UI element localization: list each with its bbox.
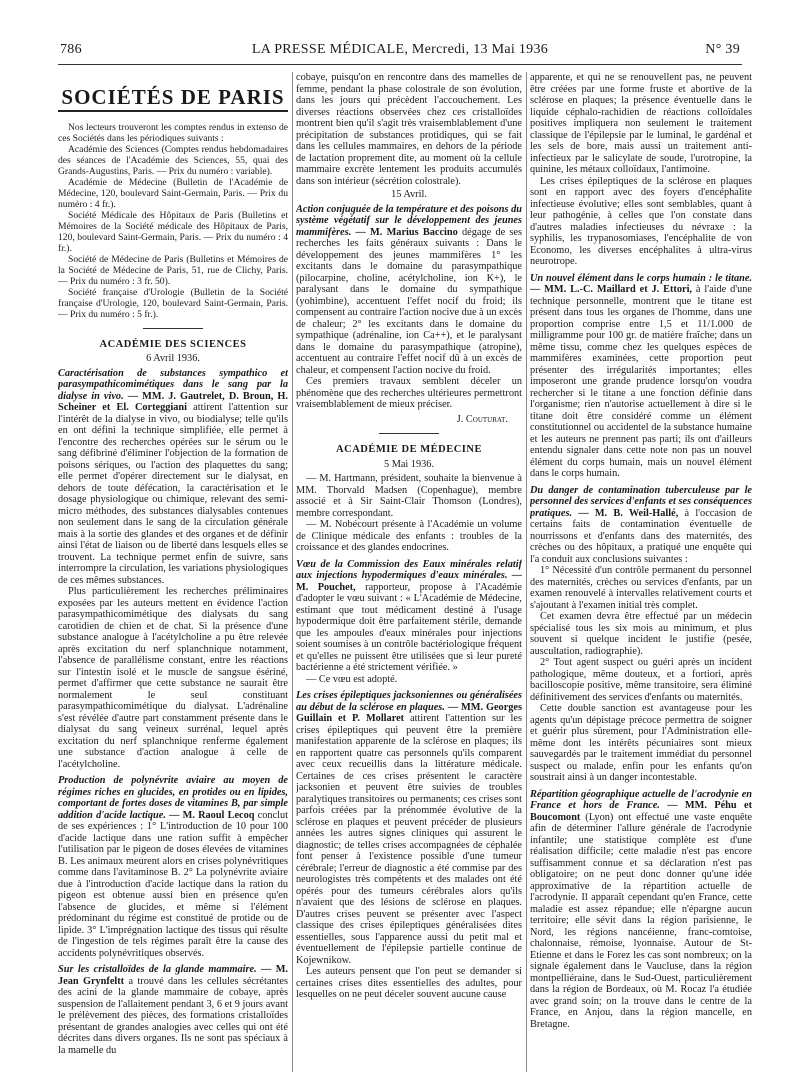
- article-authors: — M. Raoul Lecoq: [169, 809, 255, 821]
- article-paragraph: [530, 789, 752, 1031]
- article-title: Vœu de la Commission des Eaux minérales relatif aux injections hypodermiques d'eaux minérales.: [296, 558, 522, 581]
- column-divider: [526, 72, 527, 1072]
- article-text: à l'occasion de certains faits de contamination éventuelle de nourrissons et d'enfants dans des maternités, des crèches ou des hôpitaux, a pratiqué une enquête qui l'a conduit aux conclusions suivantes :: [530, 507, 752, 565]
- article-text: — M. Nobécourt présente à l'Académie un volume de Clinique médicale des enfants : troubles de la croissance et des glandes endocrines.: [296, 519, 522, 553]
- article-text: conclut de ses expériences : 1° L'introduction de 10 pour 100 d'acide lactique dans une ration suffit à empêcher l'utilisation par le pigeon de doses élevées de vitamines B. Les animaux meurent alors en crises polynévritiques comme dans l'avitaminose B. 2° La polynévrite aviaire due à l'introduction d'acide lactique dans la ration du pigeon est obtenue aussi bien en présence qu'en l'absence de glucides, et même si l'élément prédominant du régime est constitué de protide ou de lipide. 3° L'imprégnation lactique des tissus qui résulte de l'ingestion de tels régimes paraît être la cause des accidents polynévritiques observés.: [58, 809, 288, 959]
- article-title: Action conjuguée de la température et des poisons du système végétatif sur le développement des jeunes mammifères.: [296, 203, 522, 238]
- article-text: 2° Tout agent suspect ou guéri après un incident pathologique, même douteux, et a fortiori, après bacilloscopie positive, même transitoire, sera éliminé définitivement des services d'enfants ou maternités.: [530, 657, 752, 703]
- section-title: SOCIÉTÉS DE PARIS: [58, 92, 288, 112]
- article-text: attirent l'attention sur les crises épileptiques qui peuvent être la première manifestation apparente de la sclérose en plaques; ils en rapportent quatre cas personnels qu'ils comparent avec ceux recueillis dans la littérature médicale. Certaines de ces crises présentent le caractère jacksonien et peuvent être suivies de troubles paralytiques transitoires ou permanents; ces crises sont parfois créées par la prénommée évolutive de la sclérose en plaques et peuvent précéder de plusieurs années les autres signes cliniques qui assurent le diagnostic; de telles crises accompagnées de céphalée font penser à l'existence possible d'une tumeur cérébrale; l'erreur de diagnostic a été commise par des neurologistes très compétents et des malades ont été opérés pour des tumeurs cérébrales alors qu'ils n'avaient que des lésions de sclérose en plaques. D'autres crises peuvent se présenter avec l'aspect classique des crises épileptiques généralisées dites essentielles, sous l'apparence aussi du petit mal et éventuellement de l'épilepsie partielle continue de Kojewnikow.: [296, 713, 522, 966]
- article-title: Répartition géographique actuelle de l'acrodynie en France et hors de France.: [530, 788, 752, 811]
- article-text: Cette double sanction est avantageuse pour les agents qu'un dépistage précoce permettra de soigner et guérir plus sûrement, pour l'Administration elle-même dont les intérêts pécuniaires sont mieux sauvegardés par le traitement immédiat du personnel suspect ou malade, enfin pour les enfants qu'on soustrait ainsi à un danger incontestable.: [530, 703, 752, 783]
- intro-paragraph: Société Médicale des Hôpitaux de Paris (Bulletins et Mémoires de la Société médicale des Hôpitaux de Paris, 120, boulevard Saint-Germain, Paris. — Prix du numéro : 4 fr.).: [58, 209, 288, 254]
- divider: [379, 433, 439, 434]
- article-title: Un nouvel élément dans le corps humain : le titane.: [530, 272, 752, 284]
- article-authors: — MM. J. Gautrelet, D. Broun, H. Scheiner et El. Corteggiani: [58, 390, 288, 413]
- intro-paragraph: Nos lecteurs trouveront les comptes rendus in extenso de ces Sociétés dans les périodiques suivants :: [58, 121, 288, 144]
- article-title: Les crises épileptiques jacksoniennes ou généralisées au début de la sclérose en plaques.: [296, 690, 522, 713]
- article-title: Production de polynévrite aviaire au moyen de régimes riches en glucides, en protides ou en lipides, comportant de fortes doses de vitamines B, par simple addition d'acide lactique.: [58, 775, 288, 821]
- issue-number: N° 39: [705, 42, 740, 57]
- column-divider: [292, 72, 293, 1072]
- article-paragraph: [530, 273, 752, 480]
- article-paragraph: [530, 485, 752, 566]
- article-text: a trouvé dans les cellules sécrétantes des acini de la glande mammaire de cobaye, après suspension de l'allaitement pendant 3, 6 et 9 jours avant le prélèvement des pièces, des formations cristalloïdes présentant de grandes analogies avec celles qui ont été décrites dans divers organes. Ils ne sont pas spéciaux à la mamelle du: [58, 975, 288, 1056]
- article-text: cobaye, puisqu'on en rencontre dans des mamelles de femme, pendant la phase colostrale de son évolution, dans les jours qui précèdent l'accouchement. Les diverses réactions observées chez ces cristalloïdes montrent bien qu'il s'agit très vraisemblablement d'une précipitation de substances protidiques, qui se fait dans les cellules mammaires, en dehors de la période de lactation proprement dite, au moment où la cellule mammaire excrète lentement les produits accumulés dans son intérieur (sécrétion colostrale).: [296, 72, 522, 187]
- article-text: Cet examen devra être effectué par un médecin spécialisé tous les six mois au minimum, et plus souvent si quelque incident le justifie (pesée, auscultation, radiographie).: [530, 611, 752, 657]
- article-authors: — M. B. Weil-Hallé,: [578, 507, 679, 519]
- article-title: Du danger de contamination tuberculeuse par le personnel des services d'enfants et ses conséquences pratiques.: [530, 484, 752, 519]
- article-authors: — MM. Georges Guillain et P. Mollaret: [296, 701, 522, 724]
- academy-heading: ACADÉMIE DE MÉDECINE: [336, 444, 482, 455]
- article-text: Plus particulièrement les recherches préliminaires exposées par les auteurs mettent en évidence l'action parasympathicomimétique des dialysats du sang carotidien de chien et de chat. Si la présence d'une substance analogue à l'acétylcholine a pu être relevée après excitation du nerf splanchnique notamment, l'absence de parallélisme constant, entre les réactions sur l'intestin isolé et le muscle de sangsue ésériné, permet d'affirmer que cette substance ne saurait être normalement le seul constituant parasympathicomimétique du dialysat. L'adrénaline s'est révélée d'autre part constamment présente dans le dialysat du sang veineux surrénal, lequel après excitation du nerf splanchnique renferme également une substance d'action analogue à celle de l'acétylcholine.: [58, 586, 288, 770]
- article-text: — M. Hartmann, président, souhaite la bienvenue à MM. Thorvald Madsen (Copenhague), membre associé et à Sir Saint-Clair Thomson (Londres), membre correspondant.: [296, 473, 522, 519]
- page-number: 786: [60, 42, 82, 57]
- session-date: 5 Mai 1936.: [383, 458, 435, 470]
- column-1: [58, 72, 288, 1056]
- academy-heading: ACADÉMIE DES SCIENCES: [99, 338, 247, 350]
- article-text: Les crises épileptiques de la sclérose en plaques sont en rapport avec des foyers d'encéphalite infectieuse évolutive; elles sont semblables, quant à leur pathogénie, à celles que l'on constate dans d'autres maladies infectieuses du névraxe : la syphilis, les trypanosomiases, l'encéphalite de von Economo, les diverses encéphalites à ultra-virus neurotrope.: [530, 175, 752, 267]
- column-3: [530, 72, 752, 1030]
- article-text: rapporteur, propose à l'Académie d'adopter le vœu suivant : « L'Académie de Médecine, estimant que tout médicament destiné à l'usage hypodermique doit être parfaitement stérile, demande que les ampoules d'eaux minérales pour injections soient soumises à un contrôle bactériologique fréquent et qu'elles ne puissent être utilisées que si leur pureté bactérienne a été strictement vérifiée. »: [296, 581, 522, 673]
- divider: [143, 328, 203, 329]
- article-authors: — M. Jean Grynfeltt: [58, 964, 288, 987]
- intro-paragraph: Société de Médecine de Paris (Bulletins et Mémoires de la Société de Médecine de Paris, 51, rue de Clichy, Paris. — Prix du numéro : 3 fr. 50).: [58, 253, 288, 287]
- session-date: 6 Avril 1936.: [146, 353, 200, 364]
- article-authors: — M. Marius Baccino: [355, 226, 458, 238]
- article-paragraph: [58, 368, 288, 587]
- article-paragraph: [58, 775, 288, 959]
- intro-paragraph: Académie des Sciences (Comptes rendus hebdomadaires des séances de l'Académie des Sciences, 55, quai des Grands-Augustins, Paris. — Prix du numéro : variable).: [58, 143, 288, 177]
- article-text: (Lyon) ont effectué une vaste enquête afin de déterminer l'allure générale de l'acrodynie infantile; une statistique complète est d'une réalisation difficile; cette maladie n'est pas encore suffisamment connue et sa déclaration n'est pas obligatoire; on ne peut donc donner qu'une idée approximative de la répartition actuelle de l'acrodynie. Il apparaît cependant qu'en France, cette maladie est assez répandue; elle n'épargne aucun territoire; elle sévit dans la région parisienne, le Nord, les régions nancéienne, franc-comtoise, chalonnaise, rémoise, lyonnaise. Autour de St-Etienne et dans le Forez les cas sont nombreux; on la signale également dans le Vaucluse, dans la région montpelliéraine, dans le Sud-Ouest, particulièrement dans la région de Bordeaux, où M. Rocaz l'a étudiée avec grand soin; on la trouve dans le centre de la France, en Anjou, dans la région mancelle, en Bretagne.: [530, 811, 752, 1030]
- article-authors: — M. Pouchet,: [296, 570, 522, 593]
- running-head: [60, 42, 740, 62]
- intro-paragraph: Société française d'Urologie (Bulletin de la Société française d'Urologie, 120, boulevard Saint-Germain, Paris. — Prix du numéro : 5 fr.).: [58, 286, 288, 320]
- session-date: 15 Avril.: [391, 189, 427, 200]
- article-text: attirent l'attention sur l'intérêt de la dialyse in vivo, ou biodialyse; telle qu'ils en ont défini la technique simplifiée, elle permet à l'encontre des recherches opérées sur le sérum ou le sang défibriné d'éliminer l'objection de la formation de poisons sériques, ou l'action des plaquettes du sang; elle permet d'opérer directement sur le dialysat, en dehors de toute défécation, la caractérisation et le dosage physiologique ou chimique, relevant des semi-micro méthodes, des substances dialysables contenues non seulement dans le sang de la circulation générale mais à la sortie des glandes et des organes et de définir ainsi l'état de liaison ou de liberté dans lesquels elles se trouvent. La technique permet enfin de suivre, sans interrompre la circulation, les variations physiologiques de ces mêmes substances.: [58, 402, 288, 586]
- article-text: Ces premiers travaux semblent déceler un phénomène que des recherches ultérieures permettront vraisemblablement de mieux préciser.: [296, 376, 522, 410]
- article-title: Caractérisation de substances sympathico et parasympathicomimétiques dans le sang par la dialyse in vivo.: [58, 367, 288, 402]
- article-paragraph: [58, 964, 288, 1056]
- article-text: apparente, et qui ne se renouvellent pas, ne peuvent être créées par une forme fruste et abortive de la sclérose en plaques; la présence éventuelle dans le liquide céphalo-rachidien de réactions colloïdales positives impliquera non seulement le traitement classique de l'épilepsie par le luminal, le gardénal et les sels de bore, mais aussi un traitement anti-infectieux par le salicylate de soude, l'urotropine, la quinine, les métaux colloïdaux, l'antimoine.: [530, 72, 752, 175]
- article-paragraph: [296, 690, 522, 966]
- journal-title: LA PRESSE MÉDICALE, Mercredi, 13 Mai 1936: [251, 42, 549, 57]
- article-paragraph: [296, 559, 522, 674]
- article-text: dégage de ses recherches les faits généraux suivants : Dans le développement des jeunes mammifères 1° les excitants dans le domaine du parasympathique (pilocarpine, choline, acétylcholine, ion K+), le paralysant dans le domaine du sympathique (yohimbine), accentuent l'effet nocif du froid; ils compensent au contraire l'action nocive due à un excès de chaleur; 2° les excitants dans le domaine du sympathique (adrénaline, ion Ca++), et le paralysant dans le domaine du parasympathique (atropine), accentuent au contraire l'effet nocif dû à un excès de chaleur, et compensent l'action nocive du froid.: [296, 226, 522, 376]
- intro-block: [58, 122, 288, 320]
- column-2: [296, 72, 522, 1001]
- intro-paragraph: Académie de Médecine (Bulletin de l'Académie de Médecine, 120, boulevard Saint-Germain, Paris. — Prix du numéro : 4 fr.).: [58, 176, 288, 210]
- article-authors: — MM. Péhu et Boucomont: [530, 800, 752, 823]
- article-paragraph: [296, 204, 522, 377]
- article-text: Les auteurs pensent que l'on peut se demander si certaines crises dites essentielles des adultes, pour lesquelles on ne peut déceler souvent aucune cause: [296, 966, 522, 1000]
- article-text: — Ce vœu est adopté.: [306, 673, 398, 685]
- signature: J. Couturat.: [456, 413, 508, 425]
- header-rule: [58, 64, 742, 65]
- article-text: 1° Nécessité d'un contrôle permanent du personnel des maternités, crèches ou services d'enfants, par un examen renouvelé à intervalles relativement courts et s'ajoutant à l'examen initial très complet.: [530, 565, 752, 611]
- article-text: à l'aide d'une technique personnelle, montrent que le titane est présent dans tous les organes de l'homme, dans une proportion comprise entre 1,5 et 11/1.000 de milligramme pour 100 gr. de matière fraîche; dans un même tissu, comme chez les quelques espèces de mammifères examinées, cette proportion peut présenter des irrégularités importantes; elles imposeront une grande prudence lorsqu'on voudra rechercher si le titane a une fonction définie dans l'organisme; rien n'autorise actuellement à dire si le titane doit être considéré comme un élément constitutionnel ou accidentel de la substance humaine et les auteurs ne prennent pas parti; ils ont d'ailleurs entendu signaler dans cette note non pas un nouvel élément du corps humain, mais un nouvel élément dans le corps humain.: [530, 284, 752, 479]
- article-authors: — MM. L.-C. Maillard et J. Ettori,: [530, 284, 693, 295]
- article-title: Sur les cristalloïdes de la glande mammaire.: [58, 964, 257, 975]
